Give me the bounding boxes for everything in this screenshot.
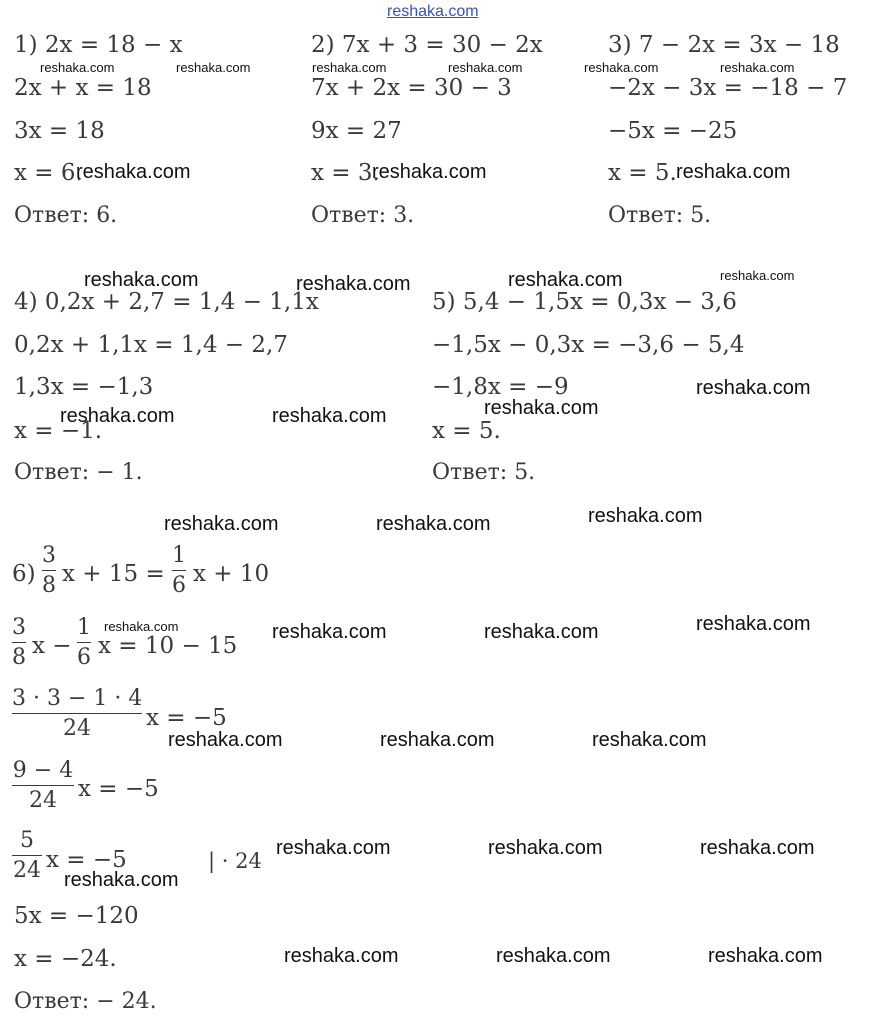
p6-l3-end: x = −5 [146,705,227,731]
watermark: reshaka.com [488,837,603,859]
p3-line-3: −5x = −25 [608,118,738,144]
watermark: reshaka.com [376,513,491,535]
watermark: reshaka.com [104,619,179,634]
watermark: reshaka.com [84,269,199,291]
p2-line-3: 9x = 27 [311,118,402,144]
watermark: reshaka.com [700,837,815,859]
p1-line-3: 3x = 18 [14,118,105,144]
p6-l2-end: x = 10 − 15 [98,633,238,659]
p3-line-2: −2x − 3x = −18 − 7 [608,75,848,101]
watermark: reshaka.com [484,621,599,643]
watermark: reshaka.com [508,269,623,291]
watermark: reshaka.com [708,945,823,967]
p1-line-1: 1) 2x = 18 − x [14,32,183,58]
watermark: reshaka.com [720,60,795,75]
watermark: reshaka.com [64,869,179,891]
p6-l5-multiplier: | · 24 [208,849,262,873]
watermark: reshaka.com [380,729,495,751]
p2-line-1: 2) 7x + 3 = 30 − 2x [311,32,543,58]
p5-line-4: x = 5. [432,418,501,444]
p6-l3-fraction: 3 · 3 − 1 · 4 24 [12,686,143,741]
p4-line-1: 4) 0,2x + 2,7 = 1,4 − 1,1x [14,289,319,315]
p6-l1-fraction-1: 3 8 [42,543,56,598]
site-header-link[interactable]: reshaka.com [387,3,479,20]
p6-label: 6) [12,561,36,587]
p6-line-6: 5x = −120 [14,903,139,929]
p5-line-3: −1,8x = −9 [432,374,569,400]
watermark: reshaka.com [272,405,387,427]
watermark: reshaka.com [372,161,487,183]
watermark: reshaka.com [164,513,279,535]
p5-line-1: 5) 5,4 − 1,5x = 0,3x − 3,6 [432,289,737,315]
watermark: reshaka.com [272,621,387,643]
watermark: reshaka.com [696,377,811,399]
p5-answer: Ответ: 5. [432,460,536,485]
watermark: reshaka.com [76,161,191,183]
watermark: reshaka.com [276,837,391,859]
p4-answer: Ответ: − 1. [14,460,143,485]
p6-l1-middle: x + 15 = [62,561,165,587]
watermark: reshaka.com [484,397,599,419]
watermark: reshaka.com [584,60,659,75]
p3-line-4: x = 5. [608,160,677,186]
p3-answer: Ответ: 5. [608,203,712,228]
watermark: reshaka.com [40,60,115,75]
p1-line-2: 2x + x = 18 [14,75,152,101]
p6-l4-end: x = −5 [78,776,159,802]
p6-l1-fraction-2: 1 6 [172,543,186,598]
p2-answer: Ответ: 3. [311,203,415,228]
watermark: reshaka.com [176,60,251,75]
p6-l5-fraction: 5 24 [13,828,41,883]
watermark: reshaka.com [312,60,387,75]
watermark: reshaka.com [296,273,411,295]
p3-line-1: 3) 7 − 2x = 3x − 18 [608,32,840,58]
watermark: reshaka.com [448,60,523,75]
p1-line-4: x = 6. [14,160,83,186]
p6-l2-fraction-1: 3 8 [12,615,26,670]
p2-line-2: 7x + 2x = 30 − 3 [311,75,512,101]
p4-line-2: 0,2x + 1,1x = 1,4 − 2,7 [14,332,288,358]
watermark: reshaka.com [284,945,399,967]
watermark: reshaka.com [168,729,283,751]
p4-line-3: 1,3x = −1,3 [14,374,154,400]
p6-l5-end: x = −5 [46,847,127,873]
watermark: reshaka.com [60,405,175,427]
watermark: reshaka.com [696,613,811,635]
p4-line-4: x = −1. [14,418,103,444]
watermark: reshaka.com [720,268,795,283]
p6-answer: Ответ: − 24. [14,989,157,1014]
p6-l2-middle: x − [32,633,72,659]
p6-l1-end: x + 10 [193,561,270,587]
p1-answer: Ответ: 6. [14,203,118,228]
watermark: reshaka.com [676,161,791,183]
p6-l2-fraction-2: 1 6 [77,615,91,670]
watermark: reshaka.com [588,505,703,527]
p2-line-4: x = 3. [311,160,380,186]
watermark: reshaka.com [496,945,611,967]
p6-line-7: x = −24. [14,946,117,972]
watermark: reshaka.com [592,729,707,751]
p6-l4-fraction: 9 − 4 24 [12,758,74,813]
p5-line-2: −1,5x − 0,3x = −3,6 − 5,4 [432,332,745,358]
